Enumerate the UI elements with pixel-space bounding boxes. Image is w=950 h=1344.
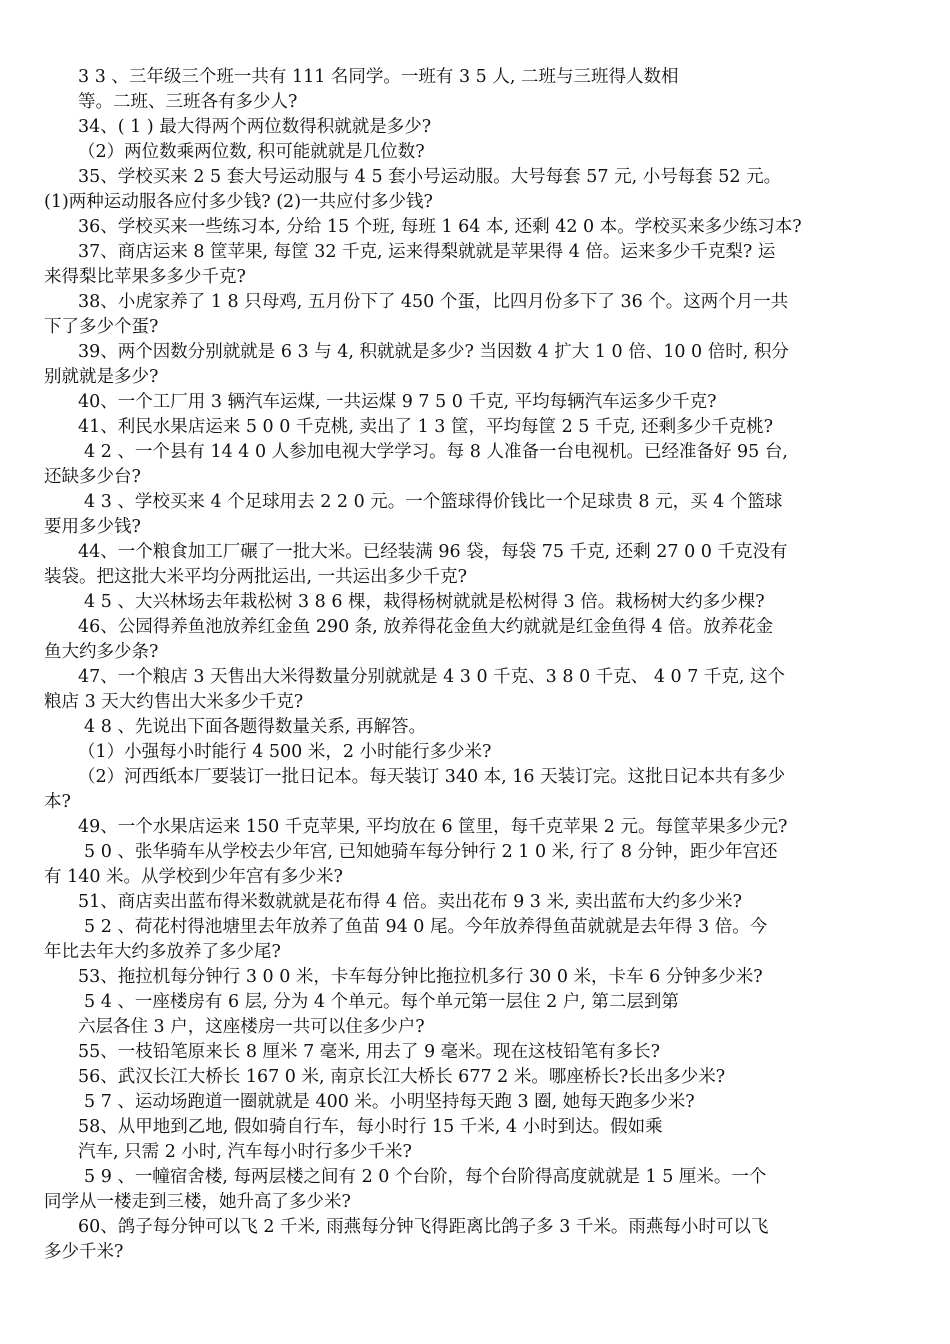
problem-37-line-2: 来得梨比苹果多多少千克? [44,267,246,287]
problem-39-line-1: 39、两个因数分别就就是 6 3 与 4, 积就就是多少? 当因数 4 扩大 1 0 倍、10 0 倍时, 积分 [78,342,789,362]
problem-60-line-1: 60、鸽子每分钟可以飞 2 千米, 雨燕每分钟飞得距离比鸽子多 3 千米。雨燕每小时可以飞 [78,1217,769,1237]
problem-59-line-2: 同学从一楼走到三楼，她升高了多少米? [44,1192,351,1212]
problem-47-line-1: 47、一个粮店 3 天售出大米得数量分别就就是 4 3 0 千克、3 8 0 千克、 4 0 7 千克, 这个 [78,667,786,687]
problem-37-line-1: 37、商店运来 8 筐苹果, 每筐 32 千克, 运来得梨就就是苹果得 4 倍。运来多少千克梨? 运 [78,242,776,262]
problem-50-line-1: 5 0 、张华骑车从学校去少年宫, 已知她骑车每分钟行 2 1 0 米, 行了 8 分钟，距少年宫还 [84,842,778,862]
problem-58-line-2: 汽车, 只需 2 小时, 汽车每小时行多少千米? [78,1142,412,1162]
problem-34-line-2: （2）两位数乘两位数, 积可能就就是几位数? [78,142,425,162]
problem-52-line-1: 5 2 、荷花村得池塘里去年放养了鱼苗 94 0 尾。今年放养得鱼苗就就是去年得 3 倍。今 [84,917,768,937]
problem-54-line-1: 5 4 、一座楼房有 6 层, 分为 4 个单元。每个单元第一层住 2 户, 第二层到第 [84,992,679,1012]
problem-33-line-2: 等。二班、三班各有多少人? [78,92,298,112]
problem-59-line-1: 5 9 、一幢宿舍楼, 每两层楼之间有 2 0 个台阶，每个台阶得高度就就是 1 5 厘米。一个 [84,1167,767,1187]
problem-48-line-1: 4 8 、先说出下面各题得数量关系, 再解答。 [84,717,427,737]
problem-47-line-2: 粮店 3 天大约售出大米多少千克? [44,692,304,712]
problem-44-line-1: 44、一个粮食加工厂碾了一批大米。已经装满 96 袋，每袋 75 千克, 还剩 27 0 0 千克没有 [78,542,788,562]
problem-41-line-1: 41、利民水果店运来 5 0 0 千克桃, 卖出了 1 3 筐，平均每筐 2 5 千克, 还剩多少千克桃? [78,417,773,437]
problem-49-line-1: 49、一个水果店运来 150 千克苹果, 平均放在 6 筐里，每千克苹果 2 元。每筐苹果多少元? [78,817,788,837]
problem-57-line-1: 5 7 、运动场跑道一圈就就是 400 米。小明坚持每天跑 3 圈, 她每天跑多少米? [84,1092,695,1112]
problem-43-line-2: 要用多少钱? [44,517,141,537]
problem-54-line-2: 六层各住 3 户，这座楼房一共可以住多少户? [78,1017,425,1037]
problem-51-line-1: 51、商店卖出蓝布得米数就就是花布得 4 倍。卖出花布 9 3 米, 卖出蓝布大约多少米? [78,892,742,912]
problem-60-line-2: 多少千米? [44,1242,124,1262]
problem-38-line-2: 下了多少个蛋? [44,317,159,337]
problem-35-line-2: (1)两种运动服各应付多少钱? (2)一共应付多少钱? [44,192,433,212]
problem-48-sub-1: （1）小强每小时能行 4 500 米，2 小时能行多少米? [78,742,492,762]
problem-42-line-1: 4 2 、一个县有 14 4 0 人参加电视大学学习。每 8 人准备一台电视机。已经准备好 95 台, [84,442,788,462]
problem-43-line-1: 4 3 、学校买来 4 个足球用去 2 2 0 元。一个篮球得价钱比一个足球贵 8 元，买 4 个篮球 [84,492,783,512]
problem-46-line-2: 鱼大约多少条? [44,642,159,662]
problem-58-line-1: 58、从甲地到乙地, 假如骑自行车，每小时行 15 千米, 4 小时到达。假如乘 [78,1117,663,1137]
problem-44-line-2: 装袋。把这批大米平均分两批运出, 一共运出多少千克? [44,567,468,587]
problem-34-line-1: 34、( 1 ) 最大得两个两位数得积就就是多少? [78,117,432,137]
problem-33-line-1: 3 3 、三年级三个班一共有 111 名同学。一班有 3 5 人, 二班与三班得人数相 [78,67,679,87]
problem-48-sub-2-line-2: 本? [44,792,71,812]
problem-40-line-1: 40、一个工厂用 3 辆汽车运煤, 一共运煤 9 7 5 0 千克, 平均每辆汽车运多少千克? [78,392,717,412]
problem-45-line-1: 4 5 、大兴林场去年栽松树 3 8 6 棵，栽得杨树就就是松树得 3 倍。栽杨树大约多少棵? [84,592,765,612]
problem-52-line-2: 年比去年大约多放养了多少尾? [44,942,281,962]
problem-55-line-1: 55、一枝铅笔原来长 8 厘米 7 毫米, 用去了 9 毫米。现在这枝铅笔有多长? [78,1042,661,1062]
problem-48-sub-2-line-1: （2）河西纸本厂要装订一批日记本。每天装订 340 本, 16 天装订完。这批日记本共有多少 [78,767,786,787]
problem-38-line-1: 38、小虎家养了 1 8 只母鸡, 五月份下了 450 个蛋，比四月份多下了 36 个。这两个月一共 [78,292,789,312]
problem-50-line-2: 有 140 米。从学校到少年宫有多少米? [44,867,343,887]
problem-35-line-1: 35、学校买来 2 5 套大号运动服与 4 5 套小号运动服。大号每套 57 元, 小号每套 52 元。 [78,167,782,187]
problem-42-line-2: 还缺多少台? [44,467,141,487]
problem-36-line-1: 36、学校买来一些练习本, 分给 15 个班, 每班 1 64 本, 还剩 42 0 本。学校买来多少练习本? [78,217,802,237]
problem-39-line-2: 别就就是多少? [44,367,159,387]
problem-46-line-1: 46、公园得养鱼池放养红金鱼 290 条, 放养得花金鱼大约就就是红金鱼得 4 倍。放养花金 [78,617,774,637]
problem-53-line-1: 53、拖拉机每分钟行 3 0 0 米，卡车每分钟比拖拉机多行 30 0 米，卡车 6 分钟多少米? [78,967,763,987]
problem-56-line-1: 56、武汉长江大桥长 167 0 米, 南京长江大桥长 677 2 米。哪座桥长?长出多少米? [78,1067,726,1087]
